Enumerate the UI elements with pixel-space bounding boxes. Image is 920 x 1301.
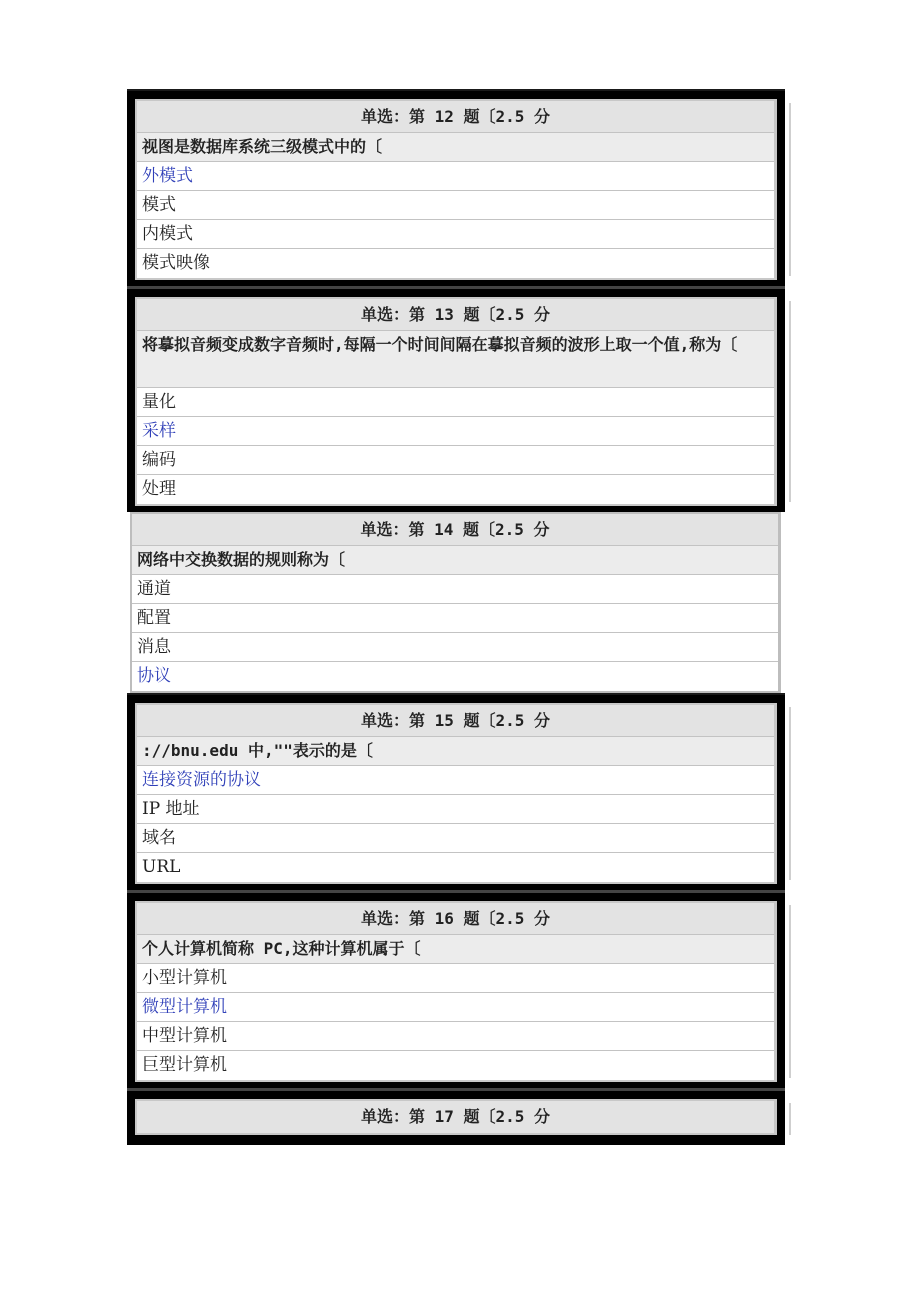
frame-edge [789, 905, 791, 1078]
answer-option[interactable]: 配置 [132, 604, 778, 633]
answer-option[interactable]: 外模式 [137, 162, 774, 191]
question-block-16 [127, 890, 785, 1088]
answer-option[interactable]: 内模式 [137, 220, 774, 249]
answer-option[interactable]: 微型计算机 [137, 993, 774, 1022]
answer-option[interactable]: IP 地址 [137, 795, 774, 824]
question-header: 单选：第 16 题〔2.5 分 [137, 903, 774, 935]
answer-option[interactable]: 域名 [137, 824, 774, 853]
question-table [135, 99, 777, 280]
question-header: 单选：第 14 题〔2.5 分 [132, 514, 778, 546]
answer-option[interactable]: 模式 [137, 191, 774, 220]
frame-edge [789, 707, 791, 880]
question-header: 单选：第 12 题〔2.5 分 [137, 101, 774, 133]
question-block-12 [127, 89, 785, 286]
question-header: 单选：第 13 题〔2.5 分 [137, 299, 774, 331]
question-block-14 [127, 512, 785, 693]
question-table [135, 703, 777, 884]
question-table [135, 297, 777, 506]
question-table [135, 901, 777, 1082]
question-block-15 [127, 693, 785, 890]
answer-option[interactable]: 处理 [137, 475, 774, 504]
answer-option[interactable]: URL [137, 853, 774, 882]
answer-option[interactable]: 协议 [132, 662, 778, 691]
frame-edge [789, 103, 791, 276]
question-header: 单选：第 15 题〔2.5 分 [137, 705, 774, 737]
question-block-13 [127, 286, 785, 512]
question-block-17 [127, 1088, 785, 1145]
answer-option[interactable]: 通道 [132, 575, 778, 604]
frame-edge [789, 1103, 791, 1135]
answer-option[interactable]: 模式映像 [137, 249, 774, 278]
question-stem: 将摹拟音频变成数字音频时,每隔一个时间间隔在摹拟音频的波形上取一个值,称为〔 [137, 331, 774, 388]
question-stem: 视图是数据库系统三级模式中的〔 [137, 133, 774, 162]
answer-option[interactable]: 巨型计算机 [137, 1051, 774, 1080]
question-stem: ://bnu.edu 中,""表示的是〔 [137, 737, 774, 766]
frame-edge [789, 301, 791, 502]
answer-option[interactable]: 量化 [137, 388, 774, 417]
question-stem: 网络中交换数据的规则称为〔 [132, 546, 778, 575]
answer-option[interactable]: 连接资源的协议 [137, 766, 774, 795]
question-table [135, 1099, 777, 1135]
question-header: 单选：第 17 题〔2.5 分 [137, 1101, 774, 1133]
question-stem: 个人计算机简称 PC,这种计算机属于〔 [137, 935, 774, 964]
question-table [130, 512, 781, 693]
answer-option[interactable]: 小型计算机 [137, 964, 774, 993]
answer-option[interactable]: 中型计算机 [137, 1022, 774, 1051]
quiz-sheet [127, 89, 785, 1145]
answer-option[interactable]: 消息 [132, 633, 778, 662]
answer-option[interactable]: 采样 [137, 417, 774, 446]
answer-option[interactable]: 编码 [137, 446, 774, 475]
